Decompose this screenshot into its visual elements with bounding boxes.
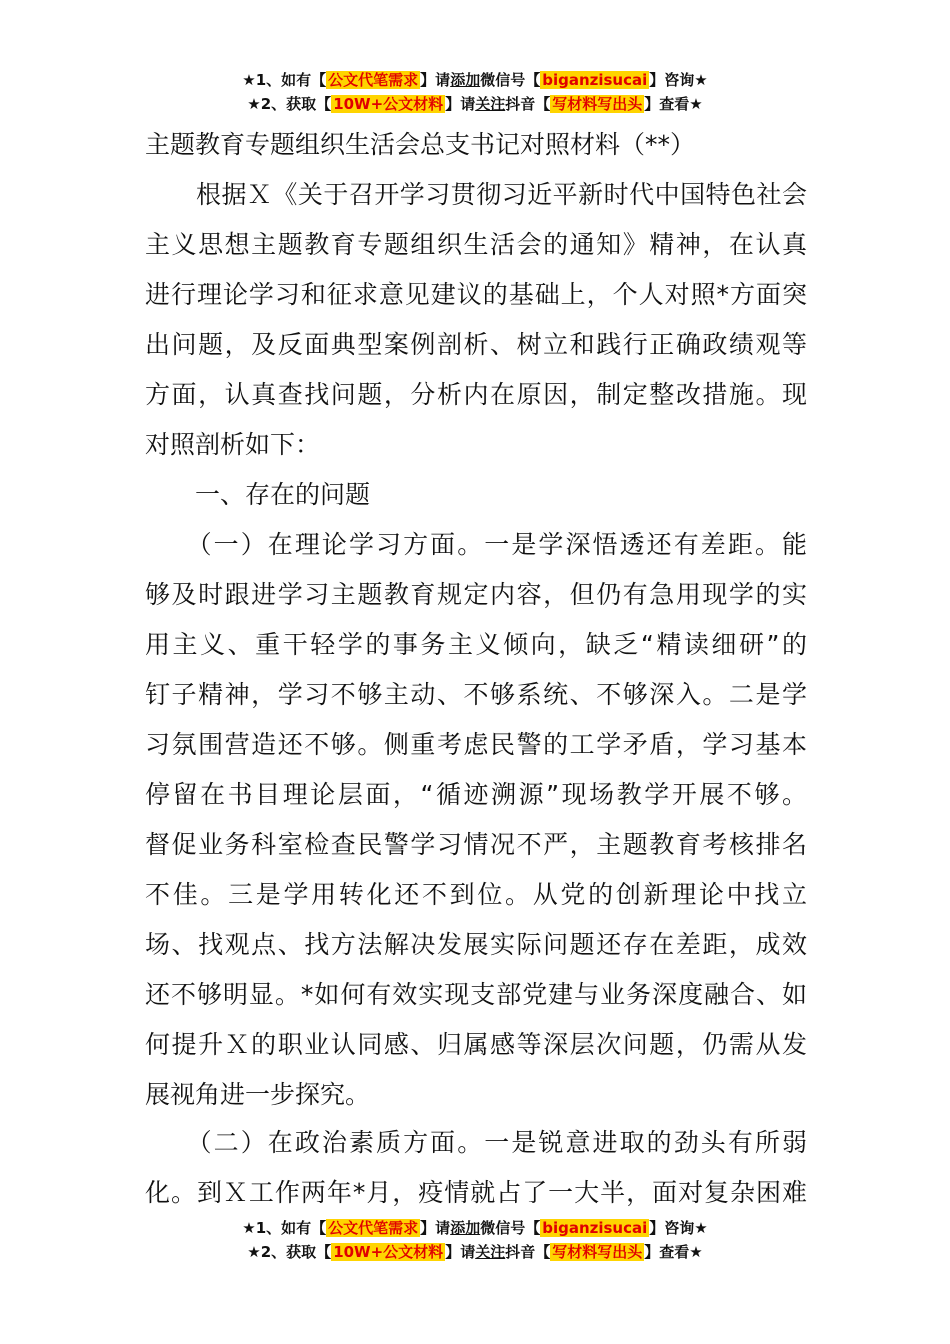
section-heading: [145, 470, 807, 520]
text-line: （一）在理论学习方面。一是学深悟透还有差距。能: [145, 530, 807, 559]
banner-highlight: 10W+公文材料: [333, 95, 444, 113]
banner-text: 抖音【: [505, 95, 551, 113]
banner-text: ★2、获取【: [247, 95, 332, 113]
banner-highlight: biganzisucai: [542, 1219, 648, 1237]
banner-highlight: 写材料写出头: [552, 1243, 643, 1261]
banner-underlined-text: 添加: [450, 71, 481, 89]
text-line: 场、找观点、找方法解决发展实际问题还存在差距，成效: [145, 930, 807, 959]
banner-underlined-text: 关注: [475, 1243, 506, 1261]
banner-text: 】请: [445, 95, 476, 113]
text-line: 习氛围营造还不够。侧重考虑民警的工学矛盾，学习基本: [145, 730, 807, 759]
banner-underlined-text: 添加: [450, 1219, 481, 1237]
text-line: 方面，认真查找问题，分析内在原因，制定整改措施。现: [145, 380, 807, 409]
banner-text: 】请: [445, 1243, 476, 1261]
banner-highlight: 10W+公文材料: [333, 1243, 444, 1261]
theory-paragraph: [145, 520, 807, 1120]
text-line: 用主义、重干轻学的事务主义倾向，缺乏“精读细研”的: [145, 630, 807, 659]
text-line: 对照剖析如下：: [145, 430, 321, 459]
banner-text: 】咨询★: [649, 71, 708, 89]
text-line: 何提升Ｘ的职业认同感、归属感等深层次问题，仍需从发: [145, 1030, 807, 1059]
banner-highlight: 写材料写出头: [552, 95, 643, 113]
banner-text: ★1、如有【: [242, 71, 327, 89]
banner-text: 微信号【: [480, 71, 541, 89]
banner-text: 】查看★: [644, 95, 703, 113]
banner-line-2: [0, 92, 950, 116]
political-paragraph: [145, 1118, 807, 1218]
banner-highlight: 公文代笔需求: [328, 71, 419, 89]
text-line: 进行理论学习和征求意见建议的基础上，个人对照*方面突: [145, 280, 807, 309]
banner-highlight: biganzisucai: [542, 71, 648, 89]
text-line: 化。到Ｘ工作两年*月，疫情就占了一大半，面对复杂困难: [145, 1178, 807, 1207]
banner-underlined-text: 关注: [475, 95, 506, 113]
text-line: 不佳。三是学用转化还不到位。从党的创新理论中找立: [145, 880, 807, 909]
text-line: 还不够明显。*如何有效实现支部党建与业务深度融合、如: [145, 980, 807, 1009]
text-line: 钉子精神，学习不够主动、不够系统、不够深入。二是学: [145, 680, 807, 709]
text-line: 够及时跟进学习主题教育规定内容，但仍有急用现学的实: [145, 580, 807, 609]
banner-text: 】查看★: [644, 1243, 703, 1261]
banner-highlight: 公文代笔需求: [328, 1219, 419, 1237]
banner-text: 】请: [420, 71, 451, 89]
intro-paragraph: [145, 170, 807, 470]
text-line: 出问题，及反面典型案例剖析、树立和践行正确政绩观等: [145, 330, 807, 359]
text-line: （二）在政治素质方面。一是锐意进取的劲头有所弱: [145, 1128, 807, 1157]
banner-text: 抖音【: [505, 1243, 551, 1261]
text-line: 主义思想主题教育专题组织生活会的通知》精神，在认真: [145, 230, 807, 259]
banner-line-1: [0, 68, 950, 92]
footer-banner: [0, 1216, 950, 1264]
text-line: 根据Ｘ《关于召开学习贯彻习近平新时代中国特色社会: [145, 180, 807, 209]
header-banner: [0, 68, 950, 116]
banner-line-2: [0, 1240, 950, 1264]
banner-text: ★2、获取【: [247, 1243, 332, 1261]
text-line: 停留在书目理论层面，“循迹溯源”现场教学开展不够。: [145, 780, 807, 809]
banner-line-1: [0, 1216, 950, 1240]
banner-text: ★1、如有【: [242, 1219, 327, 1237]
section-heading-text: 一、存在的问题: [145, 480, 371, 509]
text-line: 展视角进一步探究。: [145, 1080, 371, 1109]
banner-text: 微信号【: [480, 1219, 541, 1237]
document-title: 主题教育专题组织生活会总支书记对照材料（**）: [145, 130, 696, 159]
text-line: 督促业务科室检查民警学习情况不严，主题教育考核排名: [145, 830, 807, 859]
banner-text: 】请: [420, 1219, 451, 1237]
banner-text: 】咨询★: [649, 1219, 708, 1237]
